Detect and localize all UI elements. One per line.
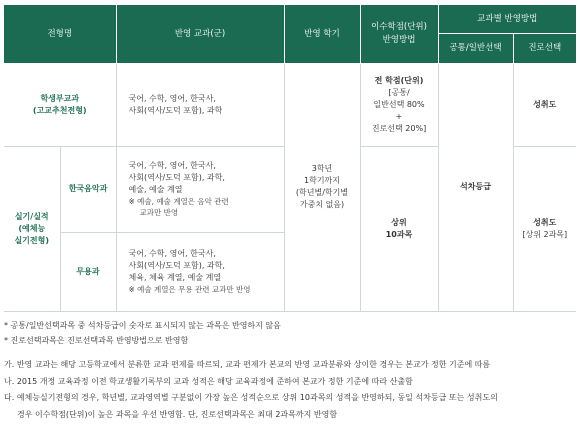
row2-note-line1: ※ 예술, 예술 계열은 음악 관련 — [128, 196, 229, 206]
group2-career-line1: 성취도 — [533, 217, 557, 227]
explanatory-paragraphs — [4, 357, 576, 423]
semester-line3: (학년별/학기별 — [295, 188, 349, 197]
group2-units-line2: 10과목 — [385, 229, 413, 239]
group2-name-line2: (예체능 — [18, 223, 46, 233]
group2-name-line1: 실기/실적 — [14, 211, 49, 221]
row1-units-line5: 진로선택 20%] — [371, 123, 427, 133]
row1-subjects — [116, 63, 284, 146]
row2-subjects-line1: 국어, 수학, 영어, 한국사, — [128, 160, 216, 170]
header-subjects: 반영 교과(군) — [116, 5, 284, 63]
row2-note-line2: 교과만 반영 — [139, 208, 179, 217]
row1-subjects-line2: 사회(역사/도덕 포함), 과학 — [128, 105, 223, 115]
admission-criteria-table — [4, 5, 576, 312]
semester-line2: 1학기까지 — [304, 176, 341, 185]
row1-units-line3: 일반선택 80% — [373, 99, 425, 109]
row3-subjects-line2: 사회(역사/도덕 포함), 과학, — [128, 260, 225, 270]
paragraph-na: 나. 2015 개정 교육과정 이전 학교생활기록부의 교과 성적은 해당 교육과정에 준하여 본교가 정한 기준에 따라 산출함 — [4, 376, 413, 386]
footnote-1: * 공통/일반선택과목 중 석차등급이 숫자로 표시되지 않는 과목은 반영하지 않음 — [4, 321, 281, 330]
header-units-line1: 이수학점(단위) — [371, 22, 427, 33]
paragraph-da-line2: 경우 이수학점(단위)이 높은 과목을 우선 반영함. 단, 진로선택과목은 최대 2과목까지 반영함 — [17, 409, 338, 419]
row1-name-line1: 학생부교과 — [40, 93, 80, 103]
row1-career-method: 성취도 — [513, 63, 576, 146]
header-units-line2: 반영방법 — [382, 34, 416, 45]
group2-admission-name — [4, 146, 60, 311]
group2-units-line1: 상위 — [391, 217, 407, 227]
header-general-elective: 공통/일반선택 — [438, 33, 513, 63]
row1-units-line1: 전 학점(단위) — [374, 75, 424, 85]
paragraph-da-line1: 다. 예체능실기전형의 경우, 학년별, 교과영역별 구분없이 가장 높은 성적순으로 상위 10과목의 성적을 반영하되, 동일 석차등급 또는 성취도의 — [4, 393, 498, 402]
header-career-elective: 진로선택 — [513, 33, 576, 63]
row3-subjects-line1: 국어, 수학, 영어, 한국사, — [128, 248, 216, 258]
header-admission-type: 전형명 — [4, 5, 116, 63]
group2-units-method — [360, 146, 438, 311]
semester-cell — [284, 63, 360, 311]
row3-subjects-line3: 체육, 체육 계열, 예술 계열 — [128, 272, 222, 282]
footnote-2: * 진로선택과목은 진로선택과목 반영방법으로 반영함 — [4, 336, 189, 345]
row1-subjects-line1: 국어, 수학, 영어, 한국사, — [128, 93, 216, 103]
header-units-method — [360, 5, 438, 63]
group2-name-line3: 실기전형) — [14, 235, 50, 245]
row3-subjects — [116, 232, 284, 311]
row1-admission-name — [4, 63, 116, 146]
row1-name-line2: (고교추천전형) — [32, 105, 87, 115]
paragraph-ga: 가. 반영 교과는 해당 고등학교에서 분류한 교과 편제를 따르되, 교과 편제가 본교의 반영 교과분류와 상이한 경우는 본교가 정한 기준에 따름 — [4, 360, 491, 369]
row2-subjects-line3: 예술, 예술 계열 — [128, 184, 183, 194]
row3-department-name: 무용과 — [60, 232, 116, 311]
row2-department-name: 한국음악과 — [60, 146, 116, 232]
semester-line4: 가중치 없음) — [299, 200, 345, 209]
general-elective-grade: 석차등급 — [438, 63, 513, 311]
row1-units-line2: [공통/ — [388, 87, 410, 97]
group2-career-line2: [상위 2과목] — [522, 229, 568, 239]
table-row — [4, 63, 576, 146]
header-semester: 반영 학기 — [284, 5, 360, 63]
group2-career-method — [513, 146, 576, 311]
row3-note-line1: ※ 예술 계열은 무용 관련 교과만 반영 — [128, 284, 251, 294]
semester-line1: 3학년 — [311, 164, 333, 173]
row1-units-line4: + — [395, 111, 403, 121]
header-group-method: 교과별 반영방법 — [438, 5, 576, 33]
row2-subjects — [116, 146, 284, 232]
row2-subjects-line2: 사회(역사/도덕 포함), 과학, — [128, 172, 225, 182]
row1-units-method — [360, 63, 438, 146]
table-footnotes — [4, 318, 576, 348]
